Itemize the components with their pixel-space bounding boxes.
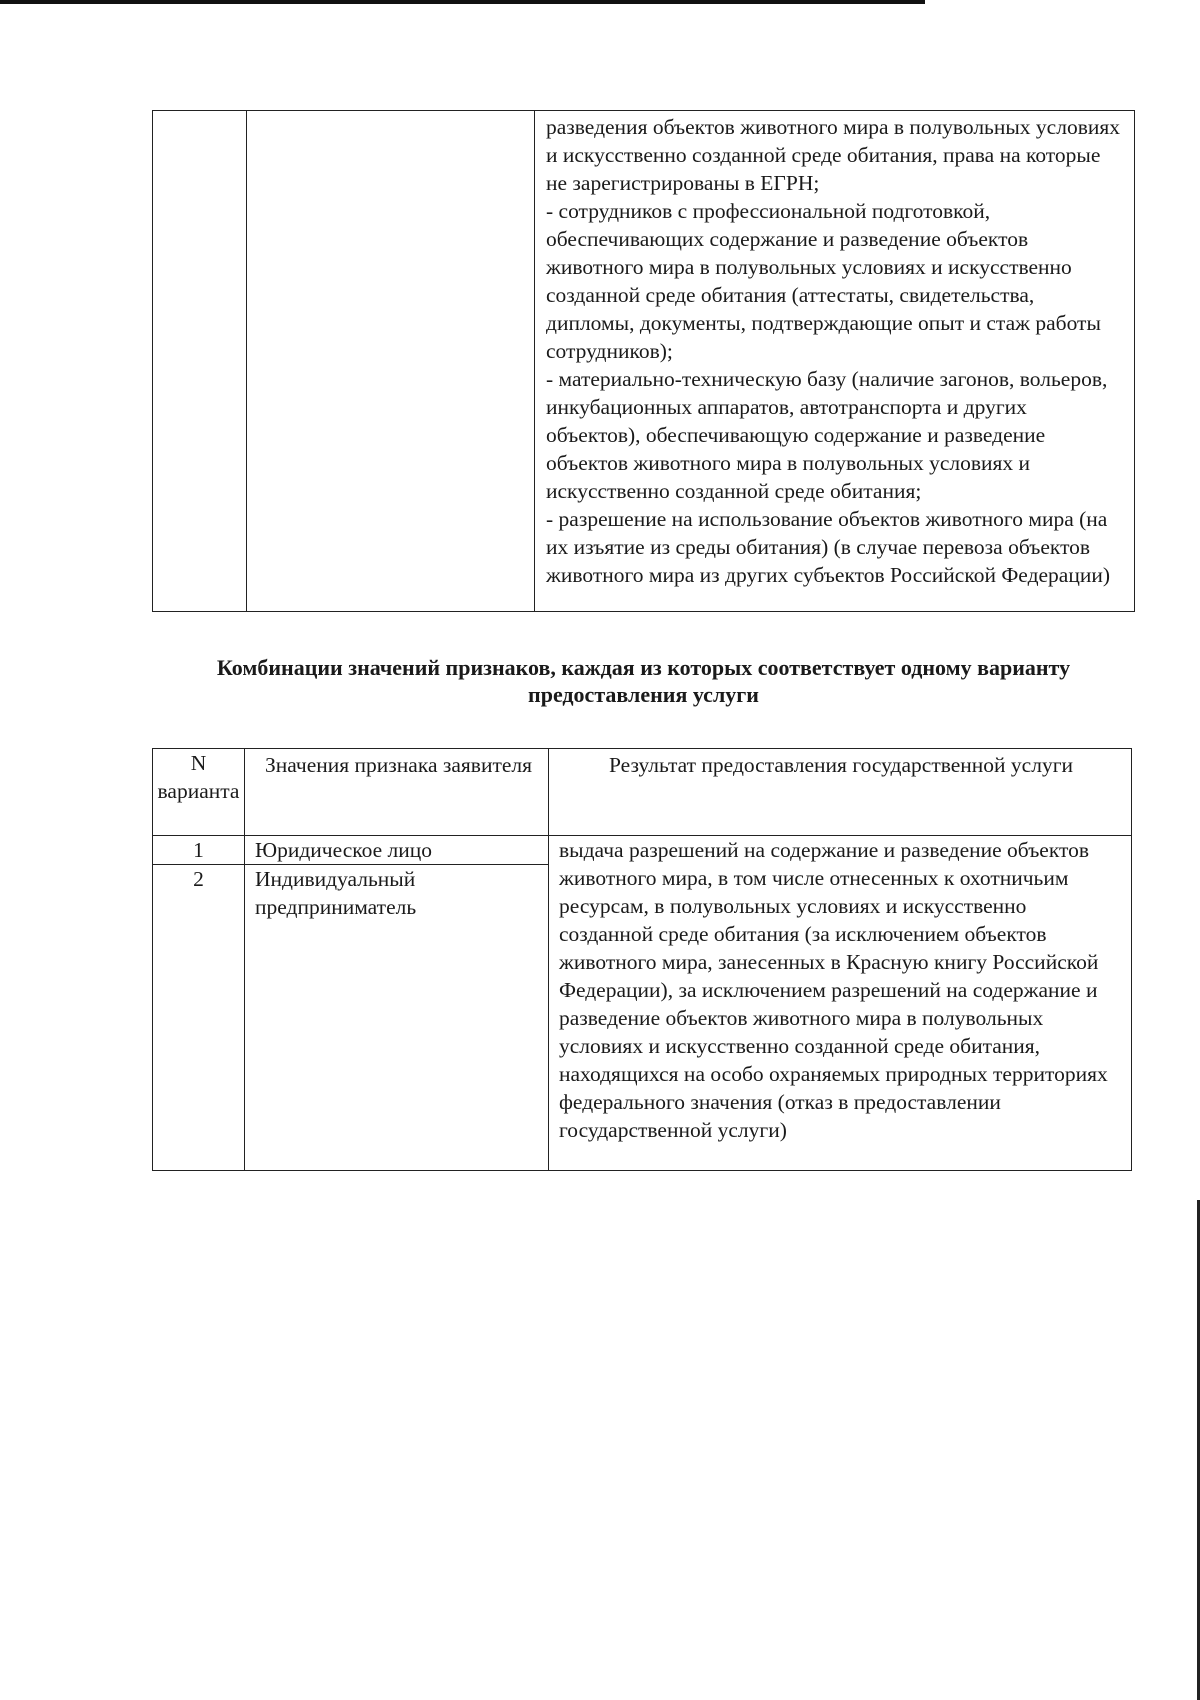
document-line-2: - сотрудников с профессиональной подготовкой, обеспечивающих содержание и разведение объектов животного мира в полувольных условиях и искусственно созданной среде обитания (аттестаты, свидетельства, дипломы, документы, подтверждающие опыт и стаж работы сотрудников);: [546, 199, 1101, 363]
table-cell-empty-2: [247, 111, 535, 612]
header-variant-number: N варианта: [153, 749, 245, 836]
variants-table: [152, 748, 1132, 1171]
applicant-value: Индивидуальный предприниматель: [245, 865, 549, 1171]
table-row: [153, 111, 1135, 612]
applicant-value: Юридическое лицо: [245, 836, 549, 865]
document-line-1: разведения объектов животного мира в полувольных условиях и искусственно созданной среде обитания, права на которые не зарегистрированы в ЕГРН;: [546, 115, 1120, 195]
scan-edge-top: [0, 0, 925, 4]
table-header-row: [153, 749, 1132, 836]
variant-number: 2: [153, 865, 245, 1171]
section-heading: Комбинации значений признаков, каждая из которых соответствует одному варианту предоставления услуги: [216, 655, 1071, 707]
requirements-table-continuation: [152, 110, 1135, 612]
document-line-3: - материально-техническую базу (наличие загонов, вольеров, инкубационных аппаратов, автотранспорта и других объектов), обеспечивающую содержание и разведение объектов животного мира в полувольных условиях и искусственно созданной среде обитания;: [546, 367, 1108, 503]
table-cell-empty-1: [153, 111, 247, 612]
header-result: Результат предоставления государственной услуги: [549, 749, 1132, 836]
result-text: выдача разрешений на содержание и разведение объектов животного мира, в том числе отнесенных к охотничьим ресурсам, в полувольных условиях и искусственно созданной среде обитания (за исключением объектов животного мира, занесенных в Красную книгу Российской Федерации), за исключением разрешений на содержание и разведение объектов животного мира в полувольных условиях и искусственно созданной среде обитания, находящихся на особо охраняемых природных территориях федерального значения (отказ в предоставлении государственной услуги): [549, 836, 1132, 1171]
document-line-4: - разрешение на использование объектов животного мира (на их изъятие из среды обитания) (в случае перевоза объектов животного мира из других субъектов Российской Федерации): [546, 507, 1111, 587]
header-applicant-values: Значения признака заявителя: [245, 749, 549, 836]
table-row: [153, 836, 1132, 865]
variant-number: 1: [153, 836, 245, 865]
table-cell-documents: [535, 111, 1135, 612]
